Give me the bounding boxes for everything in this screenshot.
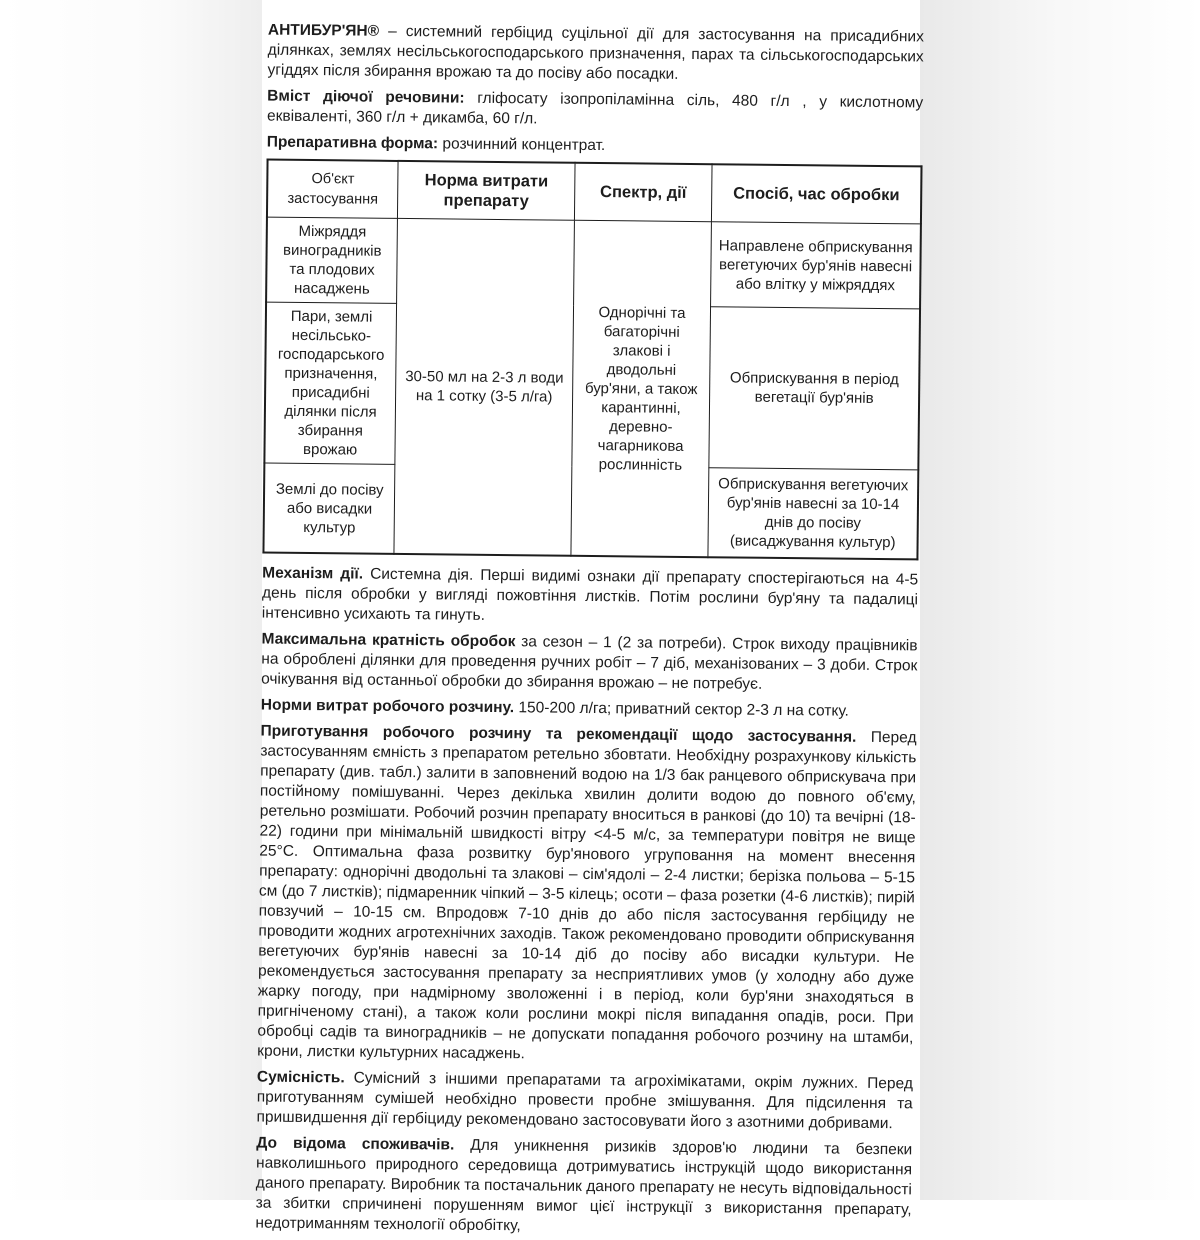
mechanism-paragraph <box>262 564 919 631</box>
active-ingredient-text: гліфосату ізопропіламінна сіль, 480 г/л , у кислотному еквіваленті, 360 г/л + дикамба, 60 г/л. <box>266 89 924 128</box>
frequency-paragraph <box>261 630 918 697</box>
active-ingredient-paragraph <box>267 87 923 134</box>
spectrum-cell: Однорічні та багаторічні злакові і дводольні бур'яни, а також карантинні, деревно-чагарникова рослинність <box>571 220 712 557</box>
usage-table <box>262 159 922 561</box>
bottle-edge-left <box>0 0 262 1200</box>
frequency-label: Максимальна кратність обробок <box>261 630 516 651</box>
compatibility-paragraph <box>256 1068 913 1135</box>
object-cell: Землі до посіву або висадки культур <box>263 463 395 554</box>
header-rate: Норма витрати препарату <box>398 161 575 220</box>
consumers-paragraph <box>255 1134 912 1240</box>
active-ingredient-label: Вміст діючої речовини: <box>267 87 465 107</box>
product-label <box>255 21 924 1235</box>
table-header-row <box>267 160 922 224</box>
method-cell: Направлене обприскування вегетуючих бур'янів навесні або влітку у міжряддях <box>711 222 921 309</box>
preparation-text: Перед застосуванням ємність з препаратом ретельно збовтати. Необхідну розрахункову кількість препарату (див. табл.) залити в заповнений водою на 1/3 бак ранцевого обприскувача при постійному помішуванні. Через декілька хвилин долити водою до повного об'єму, ретельно розмішати. Робочий розчин препарату вноситься в ранкові (до 10) та вечірні (18-22) години при мінімальній швидкості вітру <4-5 м/с, за температури повітря не вище 25°C. Оптимальна фаза розвитку бур'янового угруповання на момент внесення препарату: однорічні дводольні та злакові – сім'ядолі – 2-4 листки; берізка польова – 5-15 см (до 7 листків); підмаренник чіпкий – 3-5 кілець; осоти – фаза розетки (4-6 листків); пирій повзучий – 10-15 см. Впродовж 7-10 днів до або після застосування гербіциду не проводити жодних агротехнічних заходів. Також рекомендовано проводити обприскування вегетуючих бур'янів навесні за 10-14 діб до посіву або висадки культури. Не рекомендується застосування препарату за несприятливих умов (у холодну або дуже жарку погоду, при надмірному зволоженні і в період, коли бур'яни знаходяться в пригніченому стані), а також коли рослини мокрі після випадання опадів, роси. При обробці садів та виноградників – не допускати попадання робочого розчину на штамби, крони, листки культурних насаджень. <box>257 728 917 1063</box>
compatibility-text: Сумісний з іншими препаратами та агрохімікатами, окрім лужних. Перед приготуванням сумішей необхідно провести пробне змішування. Для підсилення та пришвидшення дії гербіциду рекомендовано застосовувати його з азотними добривами. <box>256 1069 914 1133</box>
header-object: Об'єкт застосування <box>267 160 398 219</box>
intro-paragraph <box>267 21 924 88</box>
rate-cell: 30-50 мл на 2-3 л води на 1 сотку (3-5 л/га) <box>394 218 574 555</box>
formulation-text: розчинний концентрат. <box>442 135 606 155</box>
rates-text: 150-200 л/га; приватний сектор 2-3 л на сотку. <box>518 699 849 720</box>
mechanism-text: Системна дія. Перші видимі ознаки дії препарату спостерігаються на 4-5 день після обробки у вигляді пожовтіння листків. Потім рослини бур'яну та падалиці інтенсивно усихають та гинуть. <box>261 565 919 624</box>
method-cell: Обприскування вегетуючих бур'янів навесні за 10-14 днів до посіву (висаджування культур) <box>708 468 918 560</box>
bottle-edge-right <box>920 0 1200 1200</box>
object-cell: Міжряддя виноградників та плодових насаджень <box>266 217 398 303</box>
object-cell: Пари, землі несільсько-господарського призначення, присадибні ділянки після збирання врожаю <box>264 302 396 464</box>
intro-text: – системний гербіцид суцільної дії для застосування на присадибних ділянках, землях несільськогосподарського призначення, парах та сільськогосподарських угіддях після збирання врожаю та до посіву або посадки. <box>267 22 924 83</box>
consumers-label: До відома споживачів. <box>256 1134 455 1154</box>
header-spectrum: Спектр, дії <box>574 163 712 222</box>
compatibility-label: Сумісність. <box>256 1068 345 1087</box>
preparation-label: Приготування робочого розчину та рекомендації щодо застосування. <box>260 722 857 746</box>
rates-label: Норми витрат робочого розчину. <box>260 696 515 717</box>
consumers-text: Для уникнення ризиків здоров'ю людини та безпеки навколишнього природного середовища дотримуватись інструкцій щодо використання даного препарату. Виробник та постачальник даного препарату не несуть відповідальності за збитки спричинені порушенням вимог цієї інструкції з використання препарату, недотриманням технології обробітку, <box>255 1136 913 1235</box>
table-row <box>266 217 921 309</box>
header-method: Спосіб, час обробки <box>712 164 922 224</box>
mechanism-label: Механізм дії. <box>262 564 364 583</box>
preparation-paragraph <box>257 722 917 1069</box>
frequency-text: за сезон – 1 (2 за потреби). Строк виходу працівників на оброблені ділянки для проведення ручних робіт – 7 діб, механізованих – 3 доби. Строк очікування від останньої обробки до збирання врожаю – не потребує. <box>261 633 918 693</box>
rates-paragraph <box>261 696 917 723</box>
formulation-paragraph <box>267 133 923 160</box>
product-name: АНТИБУР'ЯН® <box>267 21 380 40</box>
method-cell: Обприскування в період вегетації бур'янів <box>709 307 920 470</box>
formulation-label: Препаративна форма: <box>266 133 439 153</box>
